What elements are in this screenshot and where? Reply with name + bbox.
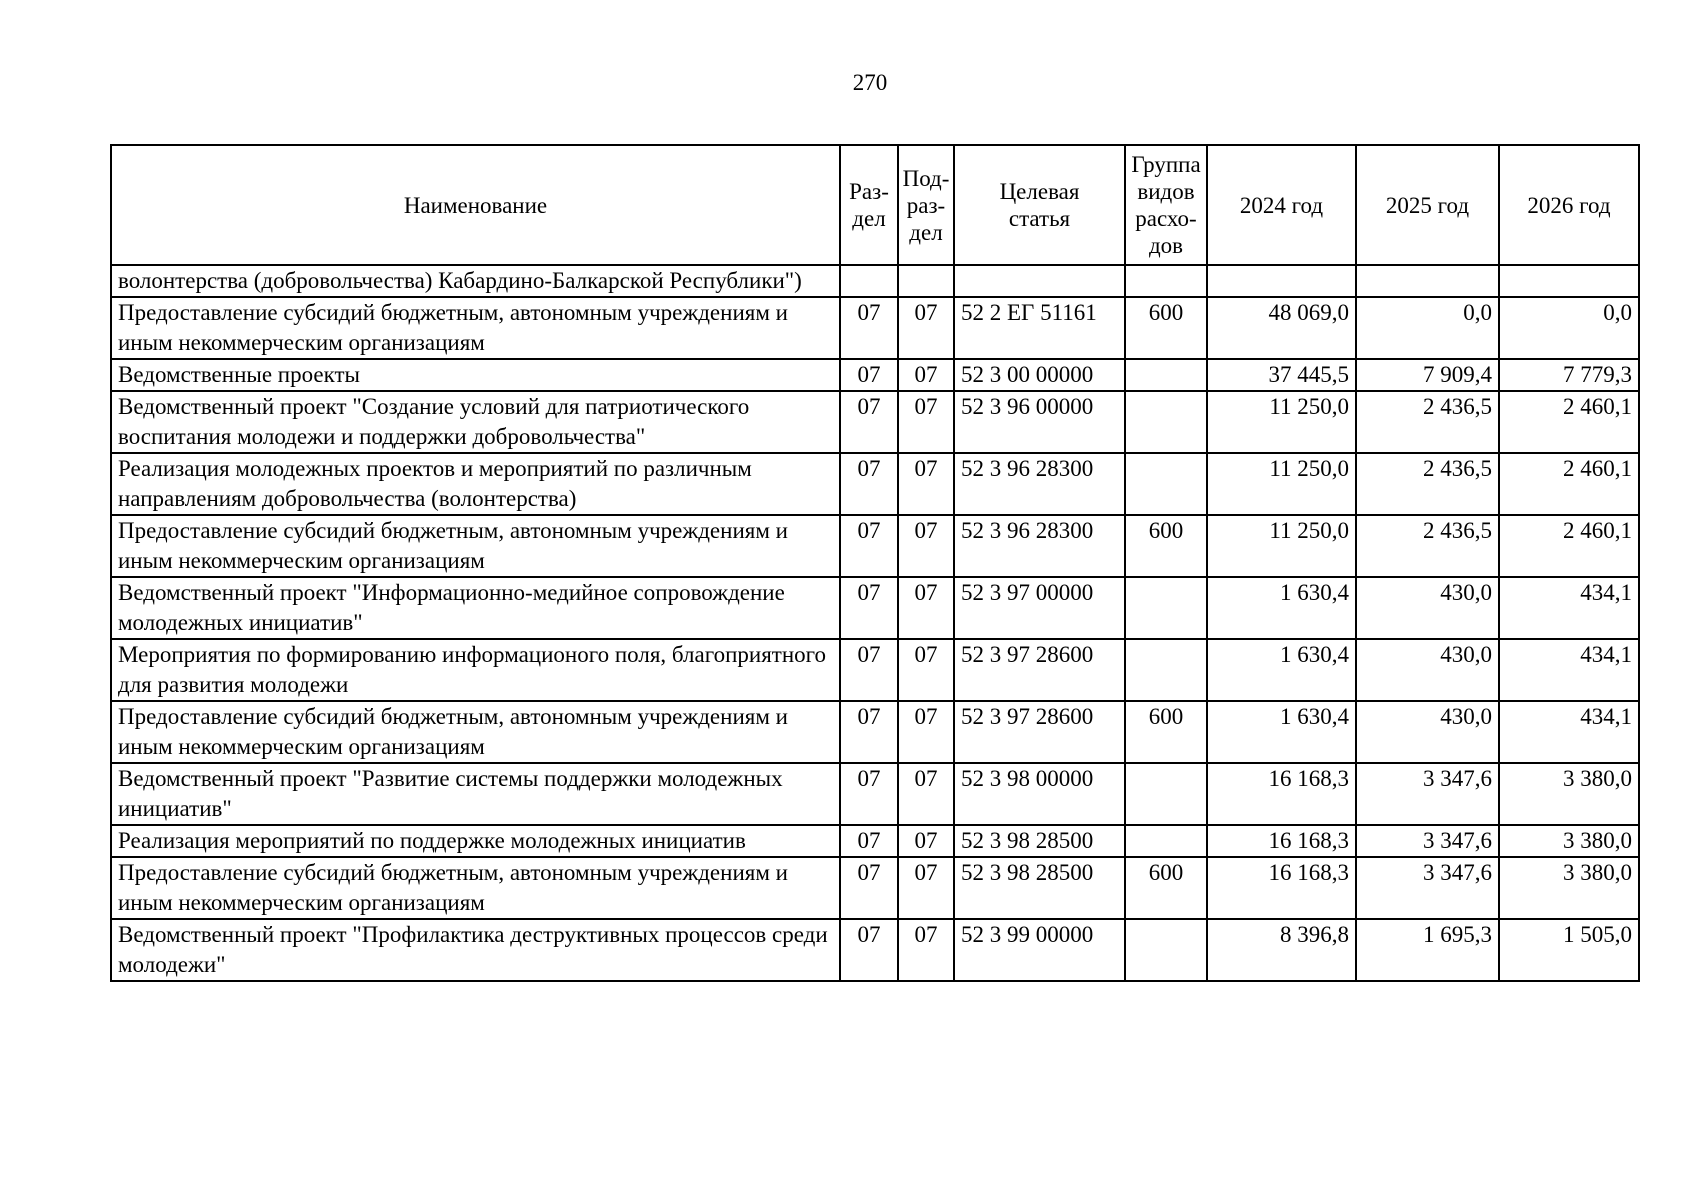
cell-expense-group (1125, 763, 1207, 825)
cell-section: 07 (840, 515, 898, 577)
cell-target-article: 52 3 98 28500 (954, 857, 1125, 919)
cell-year-2024: 1 630,4 (1207, 577, 1356, 639)
cell-target-article: 52 3 99 00000 (954, 919, 1125, 981)
cell-year-2025: 2 436,5 (1356, 515, 1499, 577)
table-row (111, 453, 1639, 515)
cell-target-article (954, 265, 1125, 297)
table-row (111, 701, 1639, 763)
page-number: 270 (852, 70, 888, 95)
cell-year-2025: 430,0 (1356, 577, 1499, 639)
cell-year-2026: 1 505,0 (1499, 919, 1639, 981)
table-row (111, 297, 1639, 359)
cell-year-2024: 8 396,8 (1207, 919, 1356, 981)
cell-expense-group (1125, 453, 1207, 515)
cell-expense-group (1125, 825, 1207, 857)
cell-name: Ведомственный проект "Развитие системы поддержки молодежных инициатив" (111, 763, 840, 825)
cell-year-2024: 48 069,0 (1207, 297, 1356, 359)
cell-year-2024: 37 445,5 (1207, 359, 1356, 391)
cell-section: 07 (840, 701, 898, 763)
cell-expense-group: 600 (1125, 515, 1207, 577)
cell-section: 07 (840, 453, 898, 515)
table-row (111, 359, 1639, 391)
cell-year-2026: 3 380,0 (1499, 763, 1639, 825)
cell-year-2025: 3 347,6 (1356, 763, 1499, 825)
header-year-2024: 2024 год (1207, 145, 1356, 265)
header-target-article: Целевая статья (954, 145, 1125, 265)
cell-year-2024: 16 168,3 (1207, 825, 1356, 857)
cell-section: 07 (840, 577, 898, 639)
cell-subsection: 07 (898, 515, 954, 577)
cell-year-2024: 1 630,4 (1207, 639, 1356, 701)
cell-year-2026: 2 460,1 (1499, 515, 1639, 577)
header-year-2026: 2026 год (1499, 145, 1639, 265)
cell-target-article: 52 3 97 00000 (954, 577, 1125, 639)
cell-name: Ведомственный проект "Профилактика деструктивных процессов среди молодежи" (111, 919, 840, 981)
cell-year-2026 (1499, 265, 1639, 297)
cell-name: Реализация мероприятий по поддержке молодежных инициатив (111, 825, 840, 857)
cell-subsection: 07 (898, 391, 954, 453)
cell-year-2026: 7 779,3 (1499, 359, 1639, 391)
cell-expense-group (1125, 639, 1207, 701)
header-expense-group: Группа видов расхо- дов (1125, 145, 1207, 265)
cell-section: 07 (840, 825, 898, 857)
cell-year-2025: 430,0 (1356, 639, 1499, 701)
table-row (111, 515, 1639, 577)
cell-target-article: 52 3 96 00000 (954, 391, 1125, 453)
cell-year-2026: 0,0 (1499, 297, 1639, 359)
budget-table (110, 144, 1640, 982)
cell-year-2025: 3 347,6 (1356, 825, 1499, 857)
cell-year-2026: 3 380,0 (1499, 857, 1639, 919)
header-year-2025: 2025 год (1356, 145, 1499, 265)
cell-subsection: 07 (898, 577, 954, 639)
cell-section: 07 (840, 639, 898, 701)
cell-subsection: 07 (898, 763, 954, 825)
cell-subsection (898, 265, 954, 297)
cell-year-2024: 1 630,4 (1207, 701, 1356, 763)
table-row (111, 825, 1639, 857)
cell-target-article: 52 3 98 00000 (954, 763, 1125, 825)
cell-expense-group (1125, 577, 1207, 639)
table-row (111, 577, 1639, 639)
cell-target-article: 52 3 97 28600 (954, 701, 1125, 763)
cell-section: 07 (840, 919, 898, 981)
cell-year-2026: 434,1 (1499, 577, 1639, 639)
cell-target-article: 52 3 96 28300 (954, 453, 1125, 515)
cell-year-2025: 430,0 (1356, 701, 1499, 763)
cell-target-article: 52 3 96 28300 (954, 515, 1125, 577)
cell-year-2024: 11 250,0 (1207, 515, 1356, 577)
header-section: Раз- дел (840, 145, 898, 265)
cell-name: волонтерства (добровольчества) Кабардино-Балкарской Республики") (111, 265, 840, 297)
cell-section: 07 (840, 391, 898, 453)
cell-year-2025: 2 436,5 (1356, 391, 1499, 453)
cell-name: Мероприятия по формированию информационого поля, благоприятного для развития молодежи (111, 639, 840, 701)
cell-subsection: 07 (898, 701, 954, 763)
cell-year-2025: 0,0 (1356, 297, 1499, 359)
header-row (111, 145, 1639, 265)
cell-section: 07 (840, 359, 898, 391)
cell-subsection: 07 (898, 639, 954, 701)
table-row (111, 857, 1639, 919)
table-row (111, 639, 1639, 701)
cell-target-article: 52 3 00 00000 (954, 359, 1125, 391)
cell-year-2024: 11 250,0 (1207, 453, 1356, 515)
table-row (111, 391, 1639, 453)
cell-year-2025 (1356, 265, 1499, 297)
cell-subsection: 07 (898, 919, 954, 981)
cell-name: Предоставление субсидий бюджетным, автономным учреждениям и иным некоммерческим организациям (111, 297, 840, 359)
cell-year-2024 (1207, 265, 1356, 297)
cell-year-2026: 2 460,1 (1499, 391, 1639, 453)
cell-year-2024: 16 168,3 (1207, 857, 1356, 919)
cell-subsection: 07 (898, 825, 954, 857)
cell-year-2025: 7 909,4 (1356, 359, 1499, 391)
cell-name: Реализация молодежных проектов и мероприятий по различным направлениям добровольчества (волонтерства) (111, 453, 840, 515)
cell-name: Ведомственный проект "Создание условий для патриотического воспитания молодежи и поддержки добровольчества" (111, 391, 840, 453)
cell-target-article: 52 3 97 28600 (954, 639, 1125, 701)
header-subsection: Под- раз- дел (898, 145, 954, 265)
table-row (111, 763, 1639, 825)
cell-expense-group (1125, 391, 1207, 453)
cell-section: 07 (840, 297, 898, 359)
cell-name: Предоставление субсидий бюджетным, автономным учреждениям и иным некоммерческим организациям (111, 515, 840, 577)
cell-year-2025: 1 695,3 (1356, 919, 1499, 981)
cell-name: Ведомственные проекты (111, 359, 840, 391)
cell-subsection: 07 (898, 359, 954, 391)
cell-year-2024: 11 250,0 (1207, 391, 1356, 453)
cell-expense-group: 600 (1125, 857, 1207, 919)
cell-year-2026: 434,1 (1499, 639, 1639, 701)
cell-section (840, 265, 898, 297)
cell-name: Предоставление субсидий бюджетным, автономным учреждениям и иным некоммерческим организациям (111, 857, 840, 919)
table-row (111, 265, 1639, 297)
table-body (111, 265, 1639, 981)
cell-subsection: 07 (898, 453, 954, 515)
cell-expense-group (1125, 359, 1207, 391)
cell-year-2024: 16 168,3 (1207, 763, 1356, 825)
cell-year-2025: 3 347,6 (1356, 857, 1499, 919)
cell-expense-group (1125, 265, 1207, 297)
cell-name: Ведомственный проект "Информационно-медийное сопровождение молодежных инициатив" (111, 577, 840, 639)
cell-year-2026: 2 460,1 (1499, 453, 1639, 515)
cell-subsection: 07 (898, 857, 954, 919)
header-name: Наименование (111, 145, 840, 265)
cell-year-2026: 434,1 (1499, 701, 1639, 763)
cell-section: 07 (840, 763, 898, 825)
cell-target-article: 52 2 ЕГ 51161 (954, 297, 1125, 359)
cell-target-article: 52 3 98 28500 (954, 825, 1125, 857)
cell-year-2025: 2 436,5 (1356, 453, 1499, 515)
cell-expense-group: 600 (1125, 701, 1207, 763)
cell-subsection: 07 (898, 297, 954, 359)
cell-section: 07 (840, 857, 898, 919)
cell-name: Предоставление субсидий бюджетным, автономным учреждениям и иным некоммерческим организациям (111, 701, 840, 763)
cell-expense-group: 600 (1125, 297, 1207, 359)
cell-year-2026: 3 380,0 (1499, 825, 1639, 857)
table-row (111, 919, 1639, 981)
cell-expense-group (1125, 919, 1207, 981)
